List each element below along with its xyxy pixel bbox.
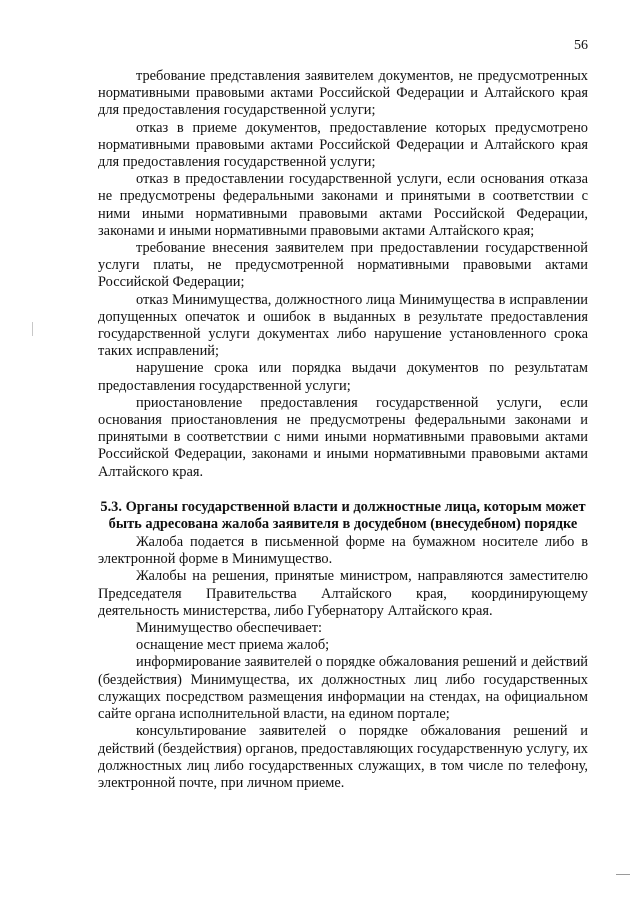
page-body	[98, 68, 588, 792]
scan-mark	[32, 322, 33, 336]
section-heading-5-3: 5.3. Органы государственной власти и должностные лица, которым может быть адресована жалоба заявителя в досудебном (внесудебном) порядке	[100, 498, 586, 533]
paragraph-refusal-acceptance: отказ в приеме документов, предоставление которых предусмотрено нормативными правовыми актами Российской Федерации и Алтайского края для предоставления государственной услуги;	[98, 119, 588, 171]
paragraph-delivery-violation: нарушение срока или порядка выдачи документов по результатам предоставления государственной услуги;	[98, 360, 588, 394]
paragraph-complaint-form: Жалоба подается в письменной форме на бумажном носителе либо в электронной форме в Минимущество.	[98, 534, 588, 568]
paragraph-refusal-corrections: отказ Минимущества, должностного лица Минимущества в исправлении допущенных опечаток и ошибок в выданных в результате предоставления государственной услуги документах либо нарушение установленного срока таких исправлений;	[98, 291, 588, 360]
paragraph-informing: информирование заявителей о порядке обжалования решений и действий (бездействия) Минимущества, их должностных лиц либо государственных служащих посредством размещения информации на стендах, на официальном сайте органа исполнительной власти, на едином портале;	[98, 654, 588, 723]
paragraph-consulting: консультирование заявителей о порядке обжалования решений и действий (бездействия) органов, предоставляющих государственную услугу, их должностных лиц либо государственных служащих, в том числе по телефону, электронной почте, при личном приеме.	[98, 723, 588, 791]
paragraph-refusal-service: отказ в предоставлении государственной услуги, если основания отказа не предусмотрены федеральными законами и принятыми в соответствии с ними иными нормативными правовыми актами Российской Федерации, законами и иными нормативными правовыми актами Алтайского края;	[98, 171, 588, 239]
paragraph-fee-requirement: требование внесения заявителем при предоставлении государственной услуги платы, не предусмотренной нормативными правовыми актами Российской Федерации;	[98, 240, 588, 291]
paragraph-equipment: оснащение мест приема жалоб;	[136, 637, 330, 654]
page-number: 56	[574, 38, 588, 53]
scan-edge-mark	[616, 874, 630, 875]
paragraph-suspension: приостановление предоставления государственной услуги, если основания приостановления не предусмотрены федеральными законами и принятыми в соответствии с ними иными нормативными правовыми актами Российской Федерации, законами и иными нормативными правовыми актами Алтайского края.	[98, 394, 588, 480]
paragraph-ministry-provides: Минимущество обеспечивает:	[136, 620, 322, 637]
paragraph-requirement-documents: требование представления заявителем документов, не предусмотренных нормативными правовыми актами Российской Федерации и Алтайского края для предоставления государственной услуги;	[98, 68, 588, 119]
paragraph-complaint-addressee: Жалобы на решения, принятые министром, направляются заместителю Председателя Правительства Алтайского края, координирующему деятельность министерства, либо Губернатору Алтайского края.	[98, 568, 588, 619]
